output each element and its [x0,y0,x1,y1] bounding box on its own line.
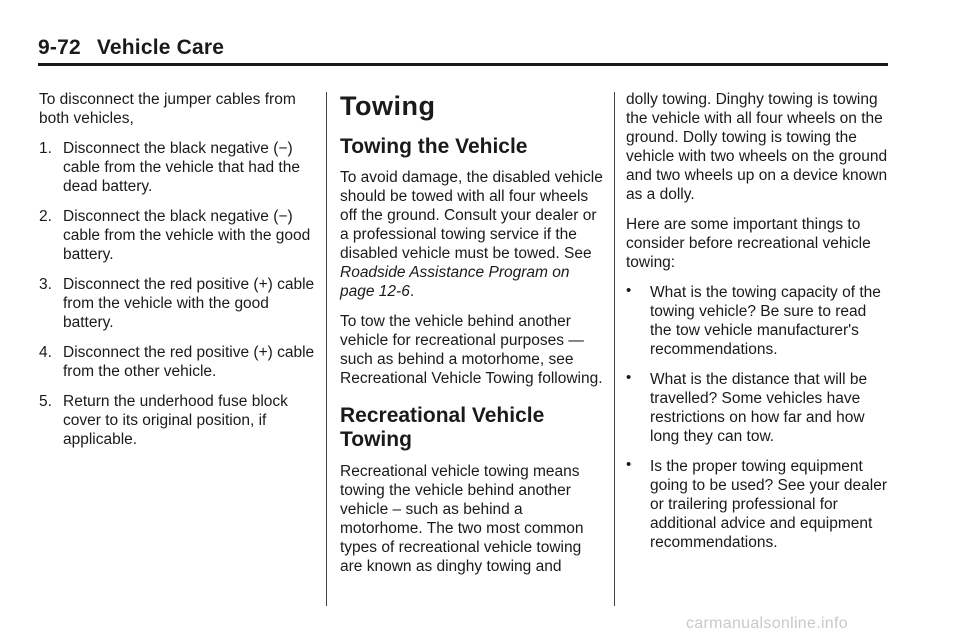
list-item [626,457,888,552]
step-text: Disconnect the black negative (−) cable from the vehicle with the good battery. [63,208,311,263]
subheading-recreational-vehicle-towing: Recreational Vehicle Towing [340,404,545,451]
step-number: 4. [39,344,52,361]
list-item [626,370,888,446]
watermark: carmanualsonline.info [686,615,848,632]
list-item [39,343,319,381]
list-item [39,139,319,196]
dolly-towing-paragraph: dolly towing. Dinghy towing is towing the vehicle with all four wheels on the ground. Dolly towing is towing the vehicle with two wheels on the ground and two wheels up on a device known as a dolly. [626,91,888,203]
step-number: 3. [39,276,52,293]
subheading-towing-the-vehicle: Towing the Vehicle [340,135,528,158]
bullet-icon: • [626,456,632,473]
list-item [39,207,319,264]
step-number: 1. [39,140,52,157]
bullet-text: Is the proper towing equipment going to be used? See your dealer or trailering professional for additional advice and equipment recommendations. [650,458,887,551]
step-text: Disconnect the red positive (+) cable from the vehicle with the good battery. [63,276,315,331]
step-text: Disconnect the red positive (+) cable from the other vehicle. [63,344,315,380]
towing-paragraph-text: To avoid damage, the disabled vehicle should be towed with all four wheels off the ground. Consult your dealer or a professional towing service if the disabled vehicle must be towed. See [340,169,603,262]
column-middle [340,90,605,587]
bullet-text: What is the distance that will be travelled? Some vehicles have restrictions on how far and how long they can tow. [650,371,868,445]
step-number: 5. [39,393,52,410]
page-number: 9-72 [38,36,81,59]
considerations-paragraph: Here are some important things to consider before recreational vehicle towing: [626,216,871,271]
list-item [626,283,888,359]
section-title: Vehicle Care [96,36,225,59]
bullet-icon: • [626,369,632,386]
roadside-assistance-link[interactable]: Roadside Assistance Program on page 12-6 [340,264,570,300]
step-text: Disconnect the black negative (−) cable from the vehicle that had the dead battery. [63,140,300,195]
column-divider-2 [614,92,615,606]
page-header [38,36,224,60]
towing-paragraph [340,168,605,301]
intro-paragraph: To disconnect the jumper cables from both vehicles, [39,91,296,127]
step-text: Return the underhood fuse block cover to its original position, if applicable. [63,393,288,448]
column-divider-1 [326,92,327,606]
bullet-icon: • [626,282,632,299]
step-number: 2. [39,208,52,225]
header-divider [38,63,888,66]
recreational-purpose-paragraph: To tow the vehicle behind another vehicle for recreational purposes — such as behind a motorhome, see Recreational Vehicle Towing following. [340,313,603,387]
recreational-towing-paragraph: Recreational vehicle towing means towing the vehicle behind another vehicle – such as behind a motorhome. The two most common types of recreational vehicle towing are known as dinghy towing and [340,463,584,575]
bullet-text: What is the towing capacity of the towing vehicle? Be sure to read the tow vehicle manufacturer's recommendations. [650,284,881,358]
column-right [626,90,888,563]
section-heading-towing: Towing [340,91,436,121]
column-left [39,90,319,460]
list-item [39,275,319,332]
towing-paragraph-end: . [409,283,415,300]
list-item [39,392,319,449]
